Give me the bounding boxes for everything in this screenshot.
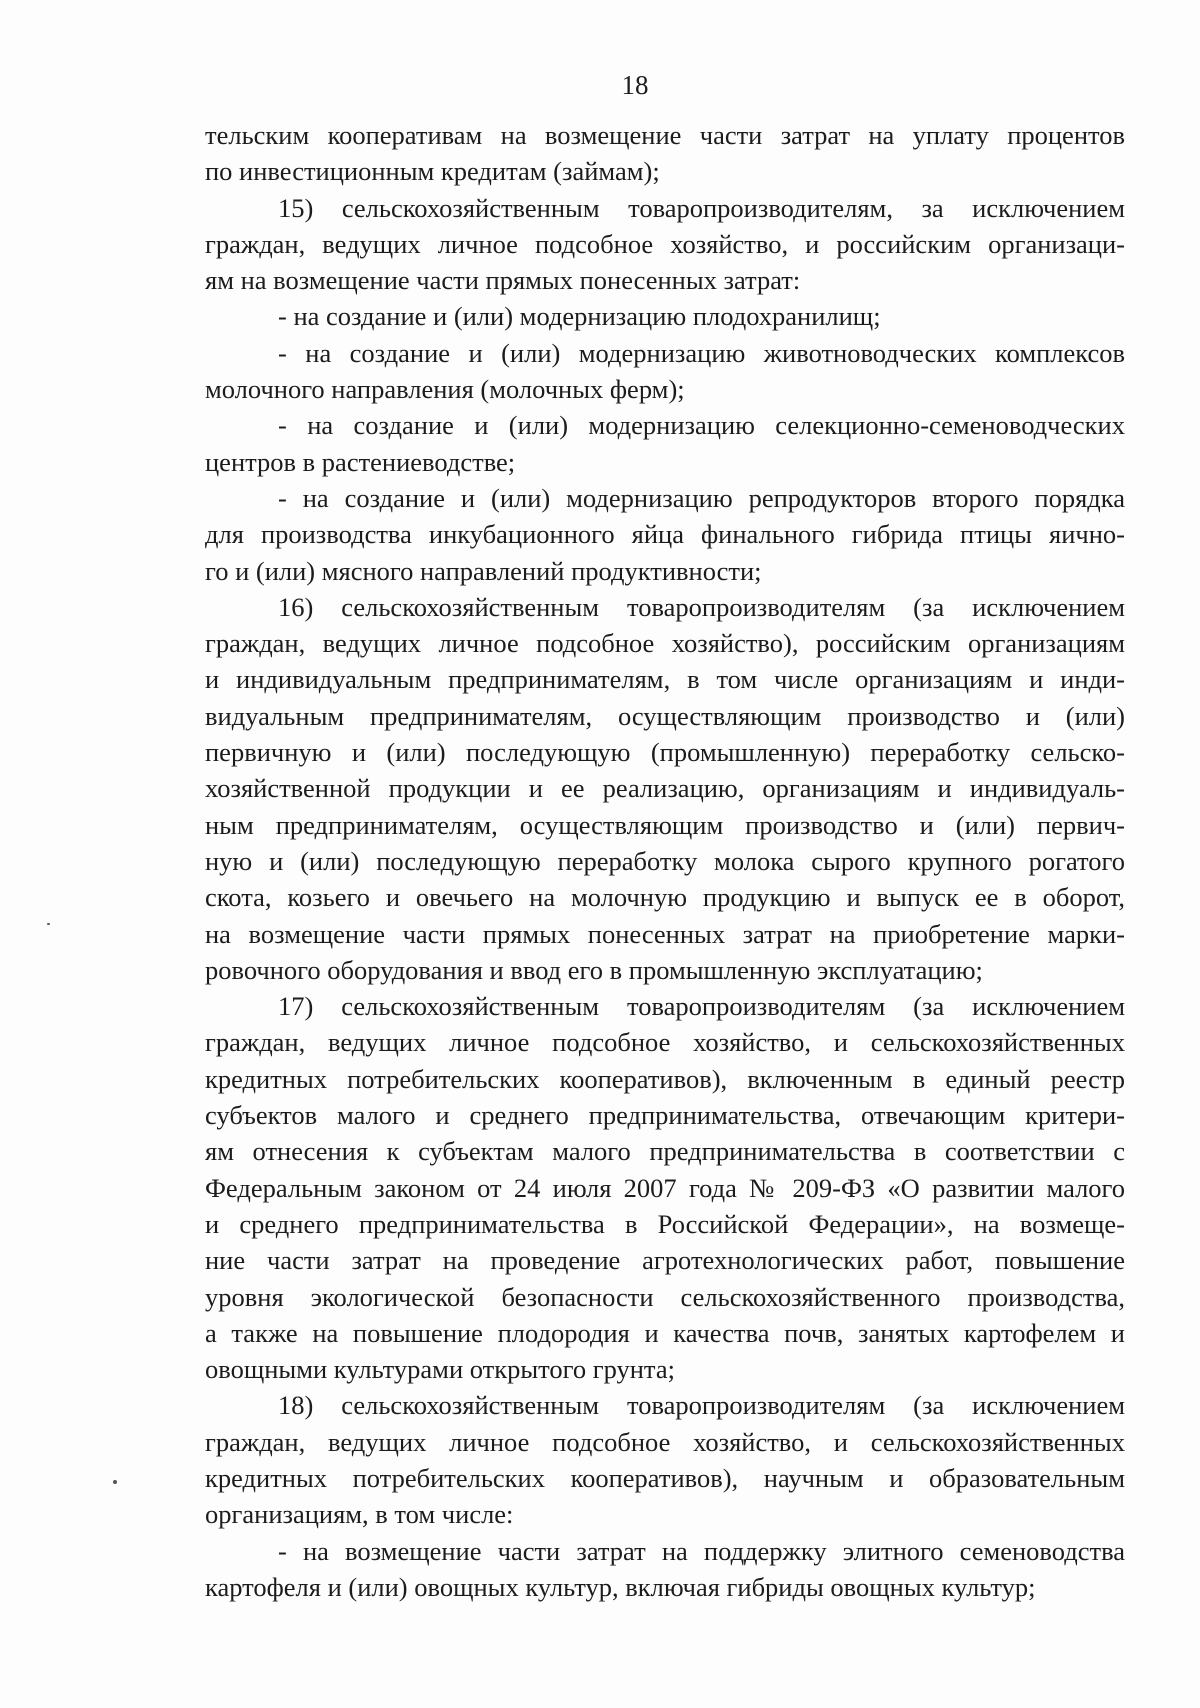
text-line: кредитных потребительских кооперативов), научным и образовательным: [205, 1462, 1125, 1493]
text-line: видуальным предпринимателям, осуществляющим производство и (или): [205, 700, 1125, 731]
text-line: для производства инкубационного яйца финального гибрида птицы яично-: [205, 519, 1125, 550]
text-line: по инвестиционным кредитам (займам);: [205, 156, 660, 187]
text-line: - на создание и (или) модернизацию репродукторов второго порядка: [278, 482, 1125, 513]
text-line: картофеля и (или) овощных культур, включая гибриды овощных культур;: [205, 1571, 1036, 1602]
text-line: граждан, ведущих личное подсобное хозяйство, и сельскохозяйственных: [205, 1426, 1125, 1457]
text-line: организациям, в том числе:: [205, 1499, 514, 1530]
text-line: Федеральным законом от 24 июля 2007 года № 209-ФЗ «О развитии малого: [205, 1172, 1125, 1203]
text-line: ние части затрат на проведение агротехнологических работ, повышение: [205, 1245, 1125, 1276]
text-line: ным предпринимателям, осуществляющим производство и (или) первич-: [205, 809, 1125, 840]
text-line: молочного направления (молочных ферм);: [205, 374, 685, 405]
text-line: уровня экологической безопасности сельскохозяйственного производства,: [205, 1281, 1125, 1312]
text-line: го и (или) мясного направлений продуктивности;: [205, 555, 762, 586]
text-line: на возмещение части прямых понесенных затрат на приобретение марки-: [205, 918, 1125, 949]
text-line: первичную и (или) последующую (промышленную) переработку сельско-: [205, 737, 1125, 768]
text-line: ную и (или) последующую переработку молока сырого крупного рогатого: [205, 845, 1125, 876]
text-line: тельским кооперативам на возмещение части затрат на уплату процентов: [205, 120, 1125, 150]
text-line: овощными культурами открытого грунта;: [205, 1354, 675, 1385]
text-line: а также на повышение плодородия и качества почв, занятых картофелем и: [205, 1317, 1125, 1348]
text-line: - на создание и (или) модернизацию плодохранилищ;: [278, 301, 881, 332]
text-line: кредитных потребительских кооперативов), включенным в единый реестр: [205, 1063, 1125, 1094]
text-line: граждан, ведущих личное подсобное хозяйство, и сельскохозяйственных: [205, 1027, 1125, 1058]
text-line: субъектов малого и среднего предпринимательства, отвечающим критери-: [205, 1100, 1125, 1131]
text-line: ям на возмещение части прямых понесенных затрат:: [205, 265, 801, 296]
text-line: граждан, ведущих личное подсобное хозяйство, и российским организаци-: [205, 228, 1125, 259]
text-line: хозяйственной продукции и ее реализацию, организациям и индивидуаль-: [205, 773, 1125, 804]
text-line: - на возмещение части затрат на поддержку элитного семеноводства: [278, 1535, 1125, 1566]
text-line: граждан, ведущих личное подсобное хозяйство), российским организациям: [205, 628, 1125, 659]
scan-mark: [47, 923, 50, 925]
scan-mark: [113, 1480, 117, 1484]
document-body: [205, 117, 1125, 1605]
text-line: ровочного оборудования и ввод его в промышленную эксплуатацию;: [205, 954, 983, 985]
text-line: и среднего предпринимательства в Российской Федерации», на возмеще-: [205, 1208, 1125, 1239]
text-line: 17) сельскохозяйственным товаропроизводителям (за исключением: [278, 991, 1125, 1022]
text-line: 15) сельскохозяйственным товаропроизводителям, за исключением: [278, 192, 1125, 223]
page-number: 18: [621, 70, 649, 100]
text-line: 18) сельскохозяйственным товаропроизводителям (за исключением: [278, 1390, 1125, 1421]
text-line: 16) сельскохозяйственным товаропроизводителям (за исключением: [278, 591, 1125, 622]
text-line: - на создание и (или) модернизацию селекционно-семеноводческих: [278, 410, 1125, 441]
text-line: ям отнесения к субъектам малого предпринимательства в соответствии с: [205, 1136, 1125, 1167]
text-line: скота, козьего и овечьего на молочную продукцию и выпуск ее в оборот,: [205, 882, 1125, 913]
text-line: и индивидуальным предпринимателям, в том числе организациям и инди-: [205, 664, 1125, 695]
text-line: - на создание и (или) модернизацию животноводческих комплексов: [278, 337, 1125, 368]
text-line: центров в растениеводстве;: [205, 446, 516, 477]
